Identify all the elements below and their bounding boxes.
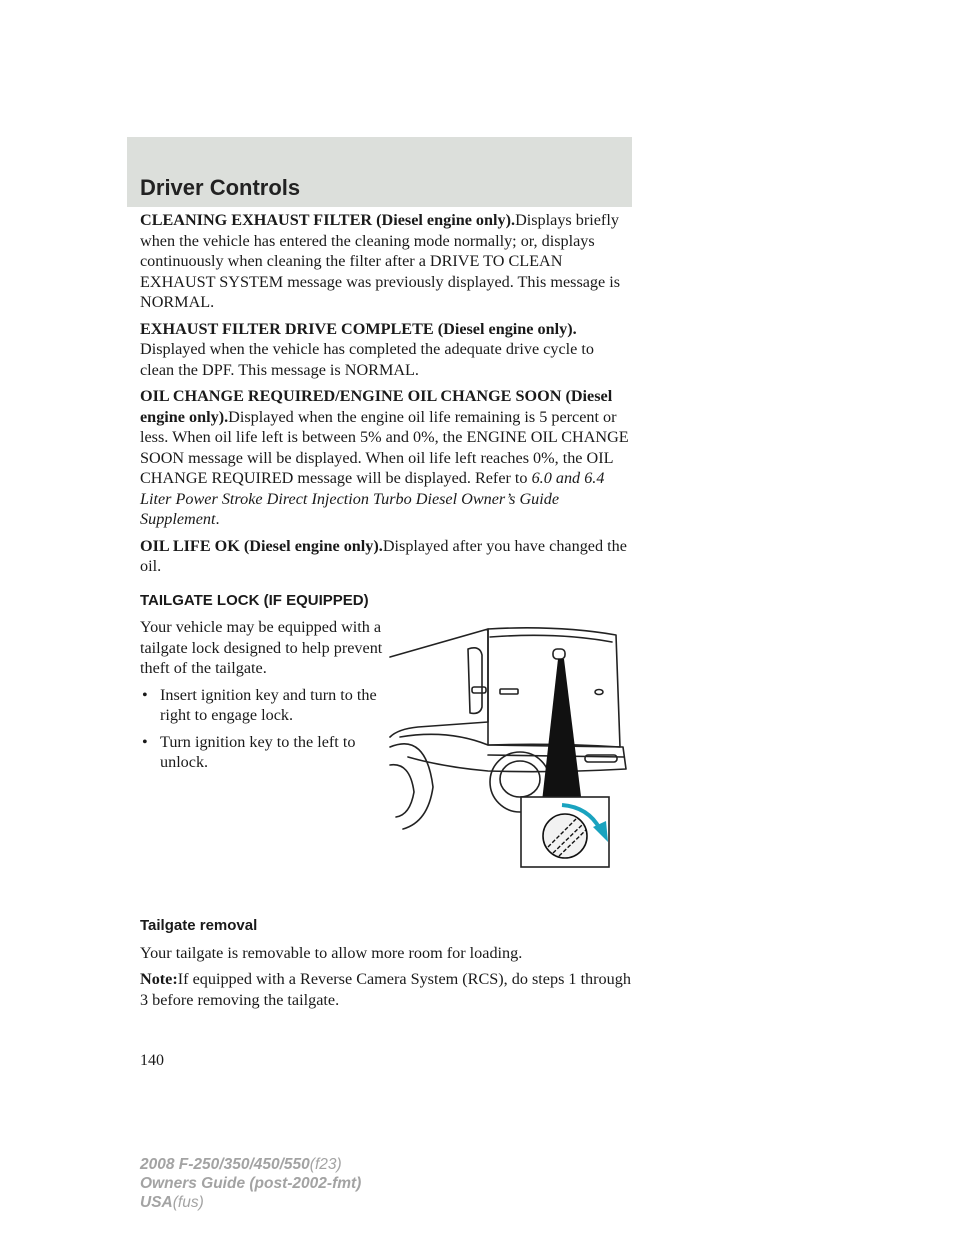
paragraph-oil-life-ok: OIL LIFE OK (Diesel engine only).Displayed after you have changed the oil. <box>140 536 627 575</box>
tailgate-removal-text: Your tailgate is removable to allow more room for loading. <box>140 943 523 962</box>
footer <box>140 1155 361 1212</box>
lock-icon <box>553 649 565 659</box>
bullet-icon: • <box>142 685 148 704</box>
section-heading-tailgate-removal: Tailgate removal <box>140 917 258 934</box>
key-lock-icon <box>543 814 587 858</box>
paragraph-oil-change-required: OIL CHANGE REQUIRED/ENGINE OIL CHANGE SOON (Diesel engine only).Displayed when the engine oil life remaining is 5 percent or less. When oil life left is between 5% and 0%, the ENGINE OIL CHANGE SOON message will be displayed. When oil life left reaches 0%, the OIL CHANGE REQUIRED message will be displayed. Refer to 6.0 and 6.4 Liter Power Stroke Direct Injection Turbo Diesel Owner’s Guide Supplement. <box>140 387 629 528</box>
tailgate-lock-text <box>140 617 385 773</box>
footer-line-model: 2008 F-250/350/450/550(f23) <box>140 1156 342 1173</box>
page-title: Driver Controls <box>140 175 301 200</box>
page-number: 140 <box>140 1052 164 1069</box>
tailgate-lock-intro: Your vehicle may be equipped with a tailgate lock designed to help prevent theft of the tailgate. <box>140 618 383 677</box>
list-item: • Insert ignition key and turn to the right to engage lock. <box>142 685 377 724</box>
truck-tailgate-lock-illustration <box>388 597 638 877</box>
page-content <box>140 210 632 1016</box>
paragraph-cleaning-exhaust-filter: CLEANING EXHAUST FILTER (Diesel engine only).Displays briefly when the vehicle has entered the cleaning mode normally; or, displays continuously when cleaning the filter after a DRIVE TO CLEAN EXHAUST SYSTEM message was previously displayed. This message is NORMAL. <box>140 211 621 311</box>
footer-line-guide: Owners Guide (post-2002-fmt) <box>140 1175 362 1192</box>
footer-line-region: USA(fus) <box>140 1194 204 1211</box>
list-item: • Turn ignition key to the left to unlock. <box>142 732 356 771</box>
tailgate-removal-note: Note:If equipped with a Reverse Camera System (RCS), do steps 1 through 3 before removing the tailgate. <box>140 970 631 1009</box>
tailgate-lock-section <box>140 617 632 902</box>
section-heading-tailgate-lock: TAILGATE LOCK (IF EQUIPPED) <box>140 591 369 609</box>
paragraph-exhaust-filter-drive-complete: EXHAUST FILTER DRIVE COMPLETE (Diesel engine only). Displayed when the vehicle has completed the adequate drive cycle to clean the DPF. This message is NORMAL. <box>140 319 594 379</box>
bullet-icon: • <box>142 732 148 751</box>
supplement-reference: 6.0 and 6.4 Liter Power Stroke Direct Injection Turbo Diesel Owner’s Guide Supplement <box>140 469 605 528</box>
